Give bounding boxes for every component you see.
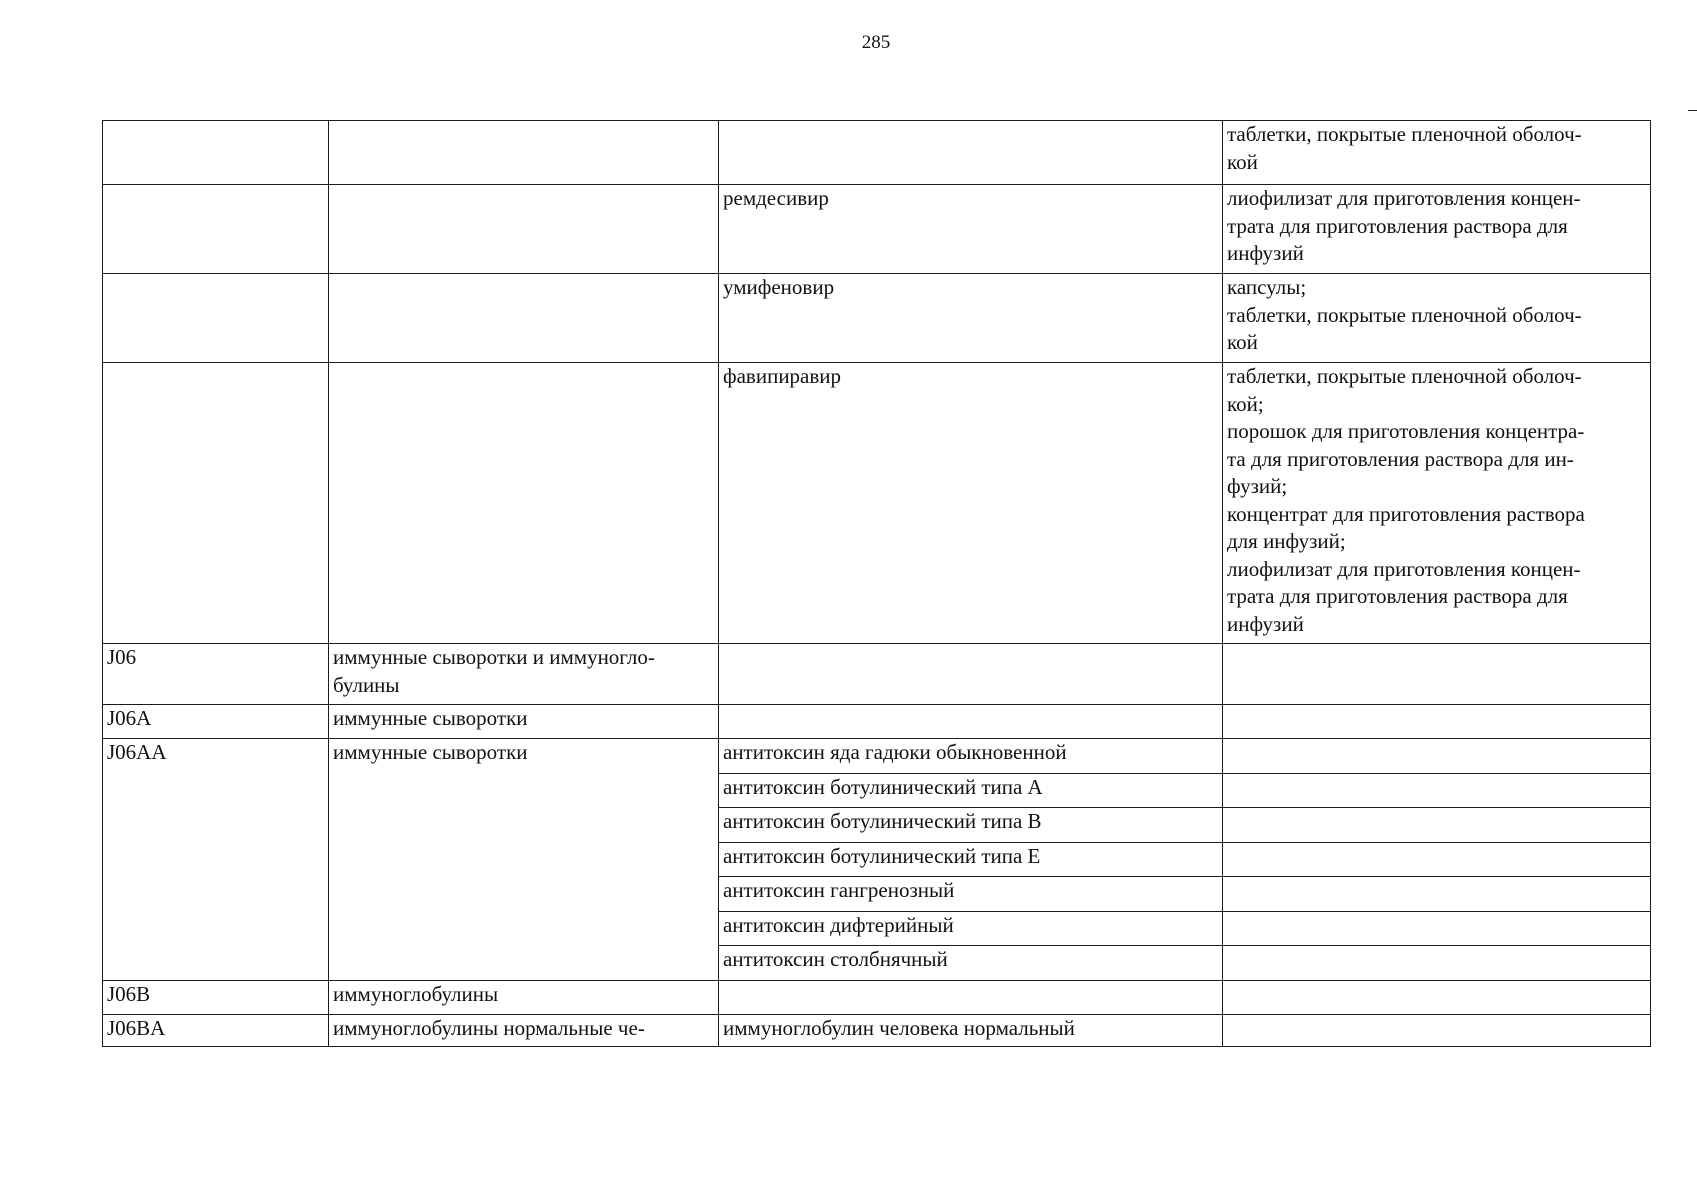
substance-cell: антитоксин гангренозный — [719, 877, 1223, 912]
code-cell — [103, 274, 329, 363]
form-cell — [1223, 877, 1651, 912]
form-cell — [1223, 644, 1651, 705]
substance-cell: антитоксин столбнячный — [719, 946, 1223, 981]
table-row — [103, 185, 1651, 274]
group-cell: иммунные сыворотки — [329, 739, 719, 981]
substance-cell: антитоксин дифтерийный — [719, 911, 1223, 946]
code-cell — [103, 121, 329, 185]
substance-cell: антитоксин ботулинический типа B — [719, 808, 1223, 843]
group-cell: иммунные сыворотки — [329, 705, 719, 739]
substance-cell: ремдесивир — [719, 185, 1223, 274]
code-cell — [103, 363, 329, 644]
substance-cell — [719, 705, 1223, 739]
table-row — [103, 274, 1651, 363]
group-cell: иммуноглобулины нормальные че- — [329, 1014, 719, 1046]
medicines-table — [102, 120, 1651, 1047]
substance-cell: иммуноглобулин человека нормальный — [719, 1014, 1223, 1046]
substance-cell: фавипиравир — [719, 363, 1223, 644]
substance-cell: антитоксин яда гадюки обыкновенной — [719, 739, 1223, 774]
form-cell: таблетки, покрытые пленочной оболоч- кой — [1223, 121, 1651, 185]
group-cell: иммунные сыворотки и иммуногло- булины — [329, 644, 719, 705]
form-cell — [1223, 911, 1651, 946]
page-number: 285 — [861, 32, 891, 53]
form-cell: капсулы; таблетки, покрытые пленочной оболоч- кой — [1223, 274, 1651, 363]
form-cell — [1223, 1014, 1651, 1046]
table-row — [103, 121, 1651, 185]
form-cell — [1223, 842, 1651, 877]
substance-cell: антитоксин ботулинический типа A — [719, 773, 1223, 808]
group-cell — [329, 274, 719, 363]
form-cell — [1223, 773, 1651, 808]
code-cell — [103, 185, 329, 274]
substance-cell: умифеновир — [719, 274, 1223, 363]
table-row — [103, 1014, 1651, 1046]
code-cell: J06 — [103, 644, 329, 705]
table-row — [103, 363, 1651, 644]
table-row — [103, 644, 1651, 705]
group-cell — [329, 363, 719, 644]
form-cell: таблетки, покрытые пленочной оболоч- кой; порошок для приготовления концентра- та для приготовления раствора для ин- фузий; концентрат для приготовления раствора для инфузий; лиофилизат для приготовления концен- трата для приготовления раствора для инфузий — [1223, 363, 1651, 644]
substance-cell — [719, 980, 1223, 1014]
scan-edge-mark — [1688, 110, 1697, 111]
form-cell — [1223, 739, 1651, 774]
form-cell — [1223, 980, 1651, 1014]
table-row — [103, 739, 1651, 774]
form-cell — [1223, 808, 1651, 843]
substance-cell — [719, 121, 1223, 185]
table-row — [103, 705, 1651, 739]
code-cell: J06BA — [103, 1014, 329, 1046]
substance-cell — [719, 644, 1223, 705]
code-cell: J06AA — [103, 739, 329, 981]
form-cell: лиофилизат для приготовления концен- трата для приготовления раствора для инфузий — [1223, 185, 1651, 274]
code-cell: J06A — [103, 705, 329, 739]
code-cell: J06B — [103, 980, 329, 1014]
form-cell — [1223, 705, 1651, 739]
form-cell — [1223, 946, 1651, 981]
table-row — [103, 980, 1651, 1014]
group-cell — [329, 121, 719, 185]
group-cell — [329, 185, 719, 274]
substance-cell: антитоксин ботулинический типа E — [719, 842, 1223, 877]
group-cell: иммуноглобулины — [329, 980, 719, 1014]
